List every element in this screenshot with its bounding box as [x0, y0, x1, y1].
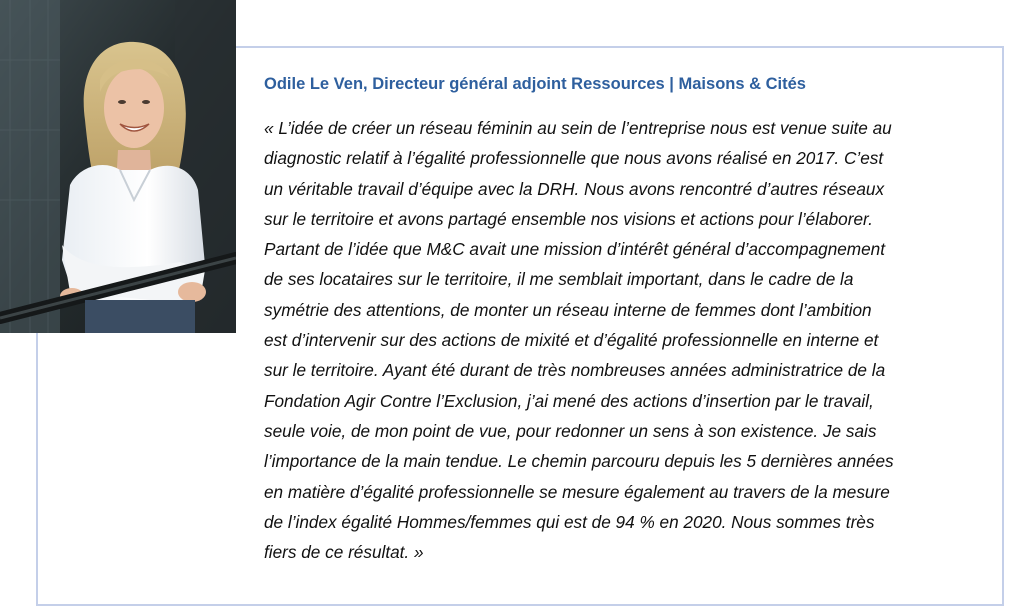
quote-line: de l’index égalité Hommes/femmes qui est de 94 % en 2020. Nous sommes très — [264, 511, 875, 532]
quote-line: sur le territoire. Ayant été durant de très nombreuses années administratrice de la — [264, 360, 886, 381]
quote-line: symétrie des attentions, de monter un réseau interne de femmes dont l’ambition — [264, 299, 872, 320]
quote-line: de ses locataires sur le territoire, il me semblait important, dans le cadre de la — [264, 269, 854, 290]
quote-line: diagnostic relatif à l’égalité professionnelle que nous avons réalisé en 2017. C’est — [264, 148, 884, 169]
quote-line: est d’intervenir sur des actions de mixité et d’égalité professionnelle en interne et — [264, 330, 879, 351]
portrait-photo — [0, 0, 236, 333]
quote-line: l’importance de la main tendue. Le chemin parcouru depuis les 5 dernières années — [264, 451, 894, 472]
quote-line: en matière d’égalité professionnelle se mesure également au travers de la mesure — [264, 481, 890, 502]
quote-line: fiers de ce résultat. » — [264, 542, 424, 563]
quote-line: seule voie, de mon point de vue, pour redonner un sens à son existence. Je sais — [264, 420, 877, 441]
quote-line: « L’idée de créer un réseau féminin au sein de l’entreprise nous est venue suite au — [264, 118, 892, 138]
quote-line: sur le territoire et avons partagé ensemble nos visions et actions pour l’élaborer. — [264, 208, 873, 229]
quote-line: Fondation Agir Contre l’Exclusion, j’ai mené des actions d’insertion par le travail, — [264, 390, 874, 411]
quote-author-heading: Odile Le Ven, Directeur général adjoint Ressources | Maisons & Cités — [264, 75, 806, 93]
quote-line: Partant de l’idée que M&C avait une mission d’intérêt général d’accompagnement — [264, 239, 886, 260]
quote-text — [264, 113, 982, 567]
quote-line: un véritable travail d’équipe avec la DRH. Nous avons rencontré d’autres réseaux — [264, 178, 885, 199]
